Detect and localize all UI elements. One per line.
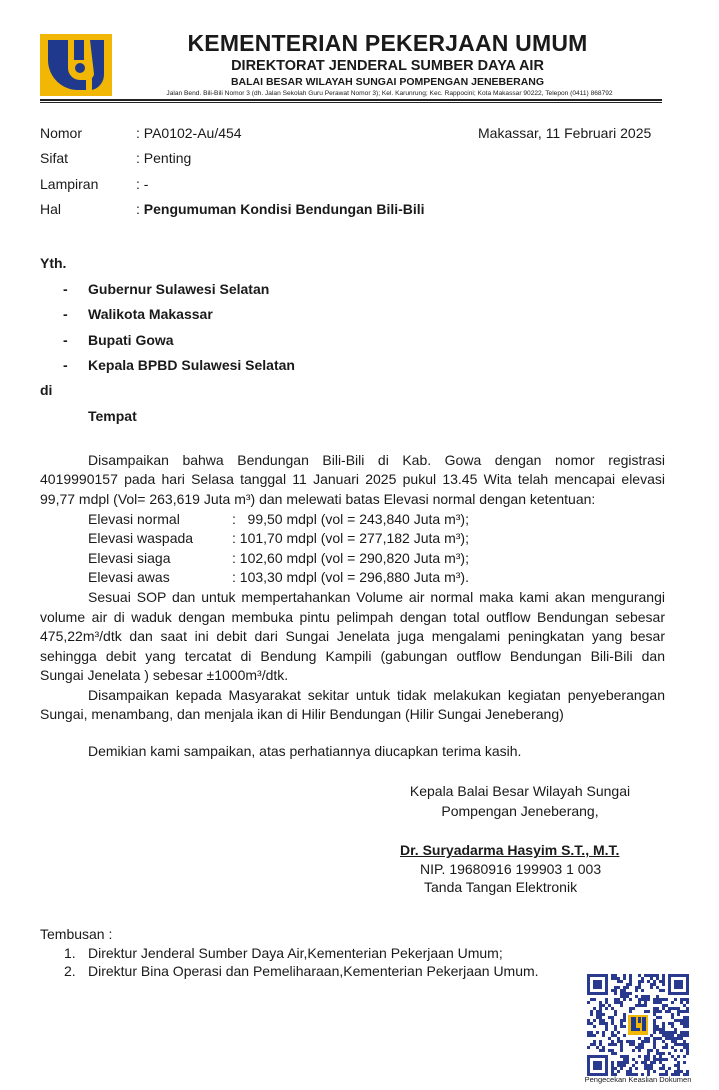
recipient-dash: -	[63, 306, 68, 322]
recipient-dash: -	[63, 332, 68, 348]
recipient-dash: -	[63, 281, 68, 297]
level-value: : 99,50 mdpl (vol = 243,840 Juta m³);	[232, 511, 469, 527]
recipient-item: Kepala BPBD Sulawesi Selatan	[88, 357, 295, 373]
body-p2-line4: sehingga debit yang tercatat di Bendung Kampili (gabungan outflow Bendungan Bili-Bili dan	[40, 648, 665, 664]
body-p2-line3: 475,22m³/dtk dan saat ini debit dari Sungai Jenelata juga mengalami peningkatan yang besar	[40, 628, 665, 644]
body-p2-line1: Sesuai SOP dan untuk mempertahankan Volume air normal maka kami akan mengurangi	[88, 589, 665, 605]
level-value: : 102,60 mdpl (vol = 290,820 Juta m³);	[232, 550, 469, 566]
level-label: Elevasi siaga	[88, 550, 171, 566]
yth-label: Yth.	[40, 255, 67, 271]
body-p1-line3: 99,77 mdpl (Vol= 263,619 Juta m³) dan melewati batas Elevasi normal dengan ketentuan:	[40, 491, 596, 507]
body-closing: Demikian kami sampaikan, atas perhatiannya diucapkan terima kasih.	[88, 743, 522, 759]
body-p3-line1: Disampaikan kepada Masyarakat sekitar untuk tidak melakukan kegiatan penyeberangan	[88, 687, 665, 703]
body-p2-line2: volume air di waduk dengan membuka pintu pelimpah dengan total outflow Bendungan sebesar	[40, 609, 665, 625]
hal-value: Pengumuman Kondisi Bendungan Bili-Bili	[143, 201, 425, 217]
letterhead-ministry: KEMENTERIAN PEKERJAAN UMUM	[187, 30, 588, 56]
signatory-title-line1: Kepala Balai Besar Wilayah Sungai	[409, 783, 631, 799]
body-p2-line5: Sungai Jenelata ) sebesar ±1000m³/dtk.	[40, 667, 289, 683]
tembusan-num: 2.	[64, 963, 76, 979]
level-value: : 101,70 mdpl (vol = 277,182 Juta m³);	[232, 530, 469, 546]
letterhead-rule-thin	[40, 102, 662, 103]
signatory-name: Dr. Suryadarma Hasyim S.T., M.T.	[400, 842, 620, 858]
level-label: Elevasi normal	[88, 511, 180, 527]
level-value: : 103,30 mdpl (vol = 296,880 Juta m³).	[232, 569, 469, 585]
signature-note: Tanda Tangan Elektronik	[424, 879, 578, 895]
recipient-dash: -	[63, 357, 68, 373]
hal-line	[136, 200, 425, 220]
sifat-label: Sifat	[40, 150, 69, 166]
signatory-title-line2: Pompengan Jeneberang,	[441, 803, 599, 819]
signatory-nip: NIP. 19680916 199903 1 003	[420, 861, 602, 877]
pu-logo-icon	[40, 34, 112, 96]
qr-caption: Pengecekan Keaslian Dokumen	[584, 1075, 692, 1084]
nomor-value: : PA0102-Au/454	[136, 125, 242, 141]
place-date: Makassar, 11 Februari 2025	[478, 125, 652, 141]
tembusan-item: Direktur Bina Operasi dan Pemeliharaan,Kementerian Pekerjaan Umum.	[88, 963, 539, 979]
qr-code-icon	[587, 974, 689, 1076]
level-label: Elevasi awas	[88, 569, 170, 585]
tembusan-item: Direktur Jenderal Sumber Daya Air,Kementerian Pekerjaan Umum;	[88, 945, 503, 961]
hal-colon: :	[136, 201, 144, 217]
hal-label: Hal	[40, 201, 62, 217]
nomor-label: Nomor	[40, 125, 83, 141]
di-label: di	[40, 382, 53, 398]
lampiran-value: : -	[136, 176, 149, 192]
tembusan-label: Tembusan :	[40, 926, 113, 942]
recipient-item: Bupati Gowa	[88, 332, 174, 348]
recipient-item: Walikota Makassar	[88, 306, 213, 322]
tembusan-num: 1.	[64, 945, 76, 961]
sifat-value: : Penting	[136, 150, 192, 166]
letterhead-address: Jalan Bend. Bili-Bili Nomor 3 (dh. Jalan Sekolah Guru Perawat Nomor 3); Kel. Karunrung; Kec. Rappocini; Kota Makassar 90222, Telepon (0411) 868792	[166, 90, 613, 97]
level-label: Elevasi waspada	[88, 530, 194, 546]
tempat-label: Tempat	[88, 408, 137, 424]
body-p1-line1: Disampaikan bahwa Bendungan Bili-Bili di Kab. Gowa dengan nomor registrasi	[88, 452, 665, 468]
letterhead-office: BALAI BESAR WILAYAH SUNGAI POMPENGAN JENEBERANG	[230, 76, 545, 88]
recipient-item: Gubernur Sulawesi Selatan	[88, 281, 270, 297]
body-p1-line2: 4019990157 pada hari Selasa tanggal 11 Januari 2025 pukul 13.45 Wita telah mencapai elevasi	[40, 471, 665, 487]
body-p3-line2: Sungai, menambang, dan menjala ikan di Hilir Bendungan (Hilir Sungai Jeneberang)	[40, 706, 564, 722]
letterhead-directorate: DIREKTORAT JENDERAL SUMBER DAYA AIR	[231, 58, 544, 74]
letterhead-rule	[40, 99, 662, 101]
lampiran-label: Lampiran	[40, 176, 99, 192]
